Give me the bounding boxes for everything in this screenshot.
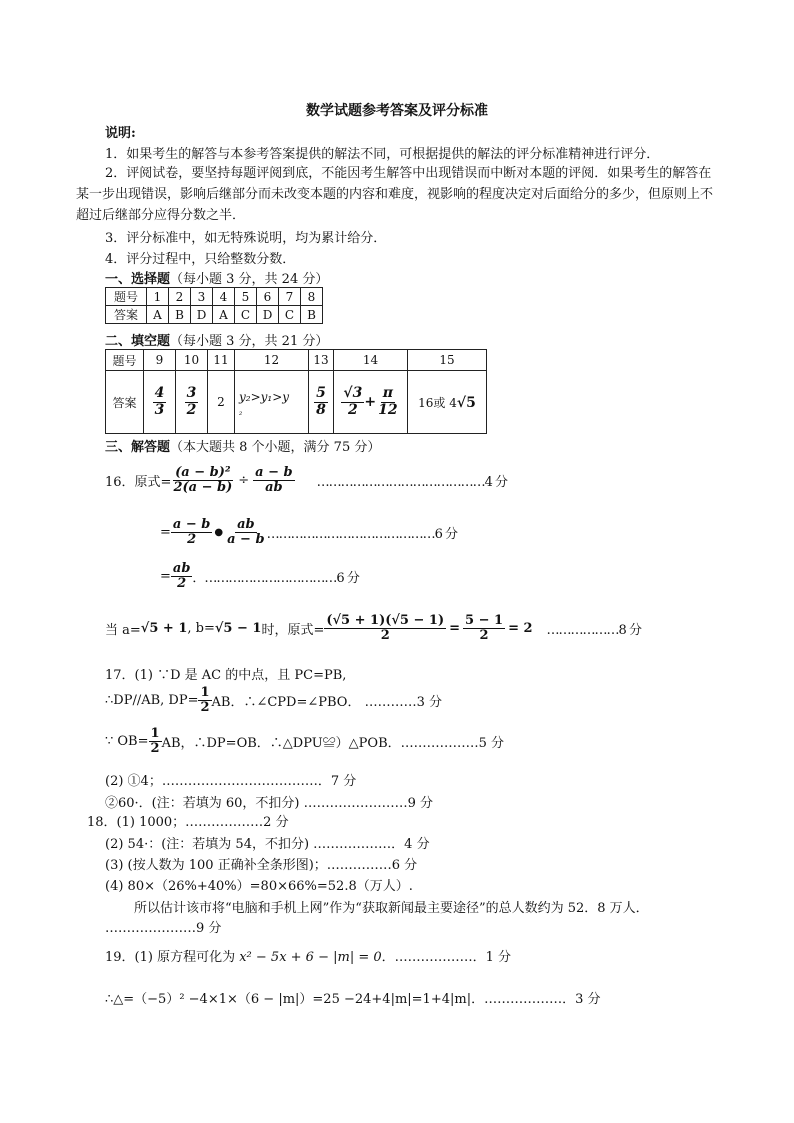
answer-12-line1: y₂>y₁>y bbox=[239, 390, 290, 404]
fraction-numerator: ab bbox=[172, 561, 191, 576]
fraction bbox=[341, 386, 364, 418]
q16-score-1: ……………………………………4 分 bbox=[316, 475, 508, 491]
fraction-denominator: 2(a − b) bbox=[173, 480, 233, 496]
note-4: 4．评分过程中，只给整数分数． bbox=[105, 252, 296, 267]
fraction-denominator: 2 bbox=[187, 532, 197, 548]
fraction-numerator: 5 bbox=[316, 385, 326, 402]
table-cell: B bbox=[301, 306, 323, 324]
section-2-heading bbox=[105, 330, 328, 349]
table-cell: 10 bbox=[176, 350, 208, 371]
fraction-denominator: 2 bbox=[479, 628, 489, 644]
fraction bbox=[149, 727, 162, 757]
table-cell: D bbox=[257, 306, 279, 324]
table-cell: 3 bbox=[191, 288, 213, 306]
q17-line-2b: AB．∴∠CPD=∠PBO． …………3 分 bbox=[211, 695, 443, 711]
table-cell: 题号 bbox=[106, 288, 147, 306]
answer-15-text: 16或 4 bbox=[418, 395, 457, 410]
q16-line-2 bbox=[160, 518, 457, 548]
fraction bbox=[198, 686, 211, 716]
table-cell: 4 bbox=[213, 288, 235, 306]
fraction-numerator: 3 bbox=[186, 385, 197, 402]
table-row bbox=[106, 350, 487, 371]
table-cell bbox=[334, 371, 408, 434]
q19-line-1 bbox=[105, 946, 511, 965]
table-row bbox=[106, 288, 323, 306]
q17-line-4: (2) ①4；………………………………．7 分 bbox=[105, 774, 357, 789]
q17-line-3 bbox=[105, 727, 504, 757]
q16-result: = 2 bbox=[508, 621, 533, 637]
table-cell: 5 bbox=[235, 288, 257, 306]
answer-12-line2: ₂ bbox=[239, 408, 243, 417]
fraction-denominator: 12 bbox=[378, 401, 398, 418]
fraction bbox=[153, 386, 167, 418]
table-cell: 6 bbox=[257, 288, 279, 306]
fraction bbox=[171, 562, 193, 592]
note-1: 1．如果考生的解答与本参考答案提供的解法不同，可根据提供的解法的评分标准精神进行评分． bbox=[105, 147, 660, 162]
fraction-denominator: 2 bbox=[380, 628, 390, 644]
fraction-numerator: (√5 + 1)(√5 − 1) bbox=[326, 613, 445, 628]
table-cell: A bbox=[213, 306, 235, 324]
q19-line-1-prefix: 19．(1) 原方程可化为 bbox=[105, 950, 236, 965]
q18-line-2: (2) 54·：(注：若填为 54，不扣分) ………………．4 分 bbox=[105, 837, 430, 852]
table-cell: 2 bbox=[169, 288, 191, 306]
section-1-heading bbox=[105, 268, 328, 287]
table-cell: 11 bbox=[208, 350, 235, 371]
table-cell bbox=[309, 371, 334, 434]
table-row bbox=[106, 306, 323, 324]
fraction-denominator: 2 bbox=[150, 741, 160, 757]
table-cell bbox=[144, 371, 176, 434]
section-2-desc: （每小题 3 分，共 21 分） bbox=[170, 334, 329, 349]
fraction bbox=[171, 466, 234, 496]
section-3-desc: （本大题共 8 个小题，满分 75 分） bbox=[170, 440, 381, 455]
fraction-denominator: ab bbox=[265, 480, 283, 496]
q19-score-1: ．………………．1 分 bbox=[381, 950, 512, 965]
choice-answer-table bbox=[105, 287, 323, 324]
fraction-numerator: a − b bbox=[255, 465, 293, 480]
fraction-denominator: 2 bbox=[186, 401, 197, 418]
fraction-denominator: 2 bbox=[177, 576, 187, 592]
fraction-numerator: √3 bbox=[343, 385, 363, 402]
table-cell: B bbox=[169, 306, 191, 324]
table-cell: 7 bbox=[279, 288, 301, 306]
q16-when-mid: 时，原式= bbox=[261, 623, 325, 639]
fraction bbox=[225, 518, 266, 548]
fraction-denominator: 2 bbox=[348, 401, 358, 418]
fraction-numerator: 1 bbox=[200, 685, 210, 700]
q19-line-2: ∴△=（−5）² −4×1×（6 − |m|）=25 −24+4|m|=1+4|m|．………………．3 分 bbox=[105, 992, 601, 1007]
table-cell: D bbox=[191, 306, 213, 324]
fraction-numerator: ab bbox=[237, 517, 255, 532]
q17-line-2a: ∴DP//AB, DP= bbox=[105, 693, 199, 709]
fraction-denominator: 8 bbox=[316, 401, 326, 418]
fraction bbox=[171, 518, 212, 548]
fraction-denominator: a − b bbox=[227, 532, 265, 548]
q18-line-1: 18．(1) 1000；………………2 分 bbox=[87, 815, 289, 830]
fraction-numerator: 1 bbox=[150, 726, 160, 741]
table-cell: A bbox=[147, 306, 169, 324]
equals-sign: = bbox=[449, 621, 461, 637]
note-2: 2．评阅试卷，要坚持每题评阅到底，不能因考生解答中出现错误而中断对本题的评阅．如果考生的解答在某一步出现错误，影响后继部分而未改变本题的内容和难度，视影响的程度决定对后面给分的多少，但原则上不超过后继部分应得分数之半． bbox=[76, 166, 714, 223]
q19-equation: x² − 5x + 6 − |m| = 0 bbox=[235, 950, 382, 965]
table-cell: 15 bbox=[408, 350, 487, 371]
fraction bbox=[376, 386, 399, 418]
q16-score-3: ．……………………………6 分 bbox=[192, 571, 359, 587]
q16-score-4: ………………8 分 bbox=[546, 623, 641, 639]
q18-line-3: (3) (按人数为 100 正确补全条形图)；……………6 分 bbox=[105, 858, 418, 873]
fraction bbox=[463, 614, 505, 644]
q18-line-4: (4) 80×（26%+40%）=80×66%=52.8（万人）. bbox=[105, 879, 413, 894]
table-cell bbox=[176, 371, 208, 434]
fraction-numerator: 4 bbox=[154, 385, 165, 402]
fraction-numerator: a − b bbox=[172, 517, 211, 532]
table-cell: C bbox=[279, 306, 301, 324]
fraction bbox=[185, 386, 199, 418]
page-title: 数学试题参考答案及评分标准 bbox=[306, 103, 488, 119]
q17-line-2 bbox=[105, 686, 442, 716]
section-1-desc: （每小题 3 分，共 24 分） bbox=[170, 272, 329, 287]
fraction-denominator: 3 bbox=[154, 401, 165, 418]
q17-line-5: ②60·．(注：若填为 60，不扣分) ……………………9 分 bbox=[105, 796, 434, 811]
fraction-numerator: 5 − 1 bbox=[465, 613, 504, 628]
table-cell: 8 bbox=[301, 288, 323, 306]
table-cell: 题号 bbox=[106, 350, 144, 371]
fraction bbox=[324, 614, 446, 644]
q17-line-3b: AB，∴DP=OB．∴△DPU≌）△POB．………………5 分 bbox=[161, 736, 505, 752]
divide-sign: ÷ bbox=[238, 473, 250, 489]
plus-sign: + bbox=[364, 394, 377, 410]
q16-line-4 bbox=[105, 614, 641, 644]
table-cell: C bbox=[235, 306, 257, 324]
q17-line-1: 17．(1) ∵D 是 AC 的中点，且 PC=PB, bbox=[105, 668, 347, 683]
section-1-title: 一、选择题 bbox=[105, 272, 171, 287]
equals-sign: = bbox=[160, 569, 171, 585]
q18-line-6: …………………9 分 bbox=[105, 921, 222, 936]
fraction-denominator: 2 bbox=[200, 700, 210, 716]
q18-line-5: 所以估计该市将“电脑和手机上网”作为“获取新闻最主要途径”的总人数约为 52．8 万人． bbox=[134, 901, 649, 916]
section-2-title: 二、填空题 bbox=[105, 334, 171, 349]
fraction bbox=[253, 466, 294, 496]
table-cell: 答案 bbox=[106, 306, 147, 324]
table-row bbox=[106, 371, 487, 434]
q16-b-value: √5 − 1 bbox=[214, 621, 262, 637]
section-3-heading bbox=[105, 436, 380, 455]
q16-when-prefix: 当 a= bbox=[105, 623, 141, 639]
table-cell: 1 bbox=[147, 288, 169, 306]
table-cell: 答案 bbox=[106, 371, 144, 434]
multiply-dot: ● bbox=[214, 527, 224, 539]
q16-line-1 bbox=[105, 466, 507, 496]
table-cell: 12 bbox=[235, 350, 309, 371]
fill-answer-table bbox=[105, 349, 487, 434]
table-cell: 9 bbox=[144, 350, 176, 371]
equals-sign: = bbox=[160, 525, 171, 541]
fraction-numerator: (a − b)² bbox=[175, 465, 231, 480]
q16-prefix: 16．原式= bbox=[105, 475, 172, 491]
note-3: 3．评分标准中，如无特殊说明，均为累计给分． bbox=[105, 231, 387, 246]
note-heading: 说明: bbox=[105, 126, 136, 141]
fraction-numerator: π bbox=[382, 385, 393, 402]
fraction bbox=[314, 386, 328, 418]
answer-15-root: √5 bbox=[456, 394, 476, 411]
table-cell: 14 bbox=[334, 350, 408, 371]
q16-line-3 bbox=[160, 562, 359, 592]
q16-a-value: √5 + 1 bbox=[140, 621, 188, 637]
table-cell bbox=[408, 371, 487, 434]
table-cell: 2 bbox=[208, 371, 235, 434]
q16-b-label: , b= bbox=[187, 621, 215, 637]
q16-score-2: ……………………………………6 分 bbox=[266, 527, 457, 543]
q17-line-3a: ∵ OB= bbox=[105, 734, 149, 750]
table-cell: 13 bbox=[309, 350, 334, 371]
table-cell bbox=[235, 371, 309, 434]
section-3-title: 三、解答题 bbox=[105, 440, 171, 455]
